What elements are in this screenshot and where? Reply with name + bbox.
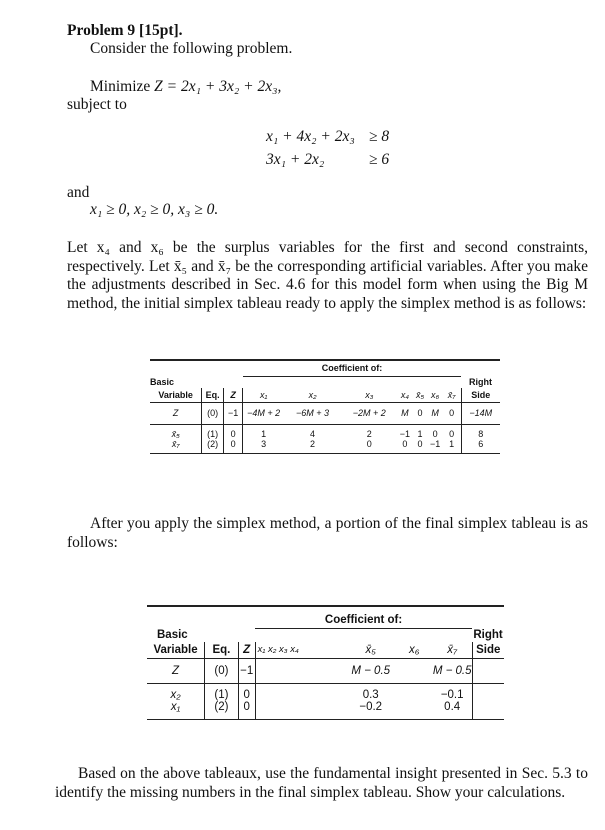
table2-row1-x6 <box>396 683 433 701</box>
problem-title <box>67 22 183 40</box>
table1-row0-rhs: −14M <box>461 402 500 424</box>
table2-coefficient-header: Coefficient of: <box>255 606 472 628</box>
table2-right-header: Right <box>473 629 503 641</box>
objective <box>90 78 281 96</box>
table2-row2-x5: −0.2 <box>346 701 396 720</box>
constraint-2-rhs: ≥ 6 <box>369 151 390 168</box>
table1-row0-c1: −4M + 2 <box>243 402 284 424</box>
table-row <box>150 424 500 439</box>
table1-row1-c5: 1 <box>417 428 423 439</box>
table1-eq-header: Eq. <box>202 388 224 402</box>
objective-label: Minimize <box>90 78 151 95</box>
table1-col-x3: x₃ <box>341 388 397 402</box>
table1-row2-c3: 0 <box>341 439 397 454</box>
table2-col-x5: x̄₅ <box>346 642 396 658</box>
and-label: and <box>67 184 90 201</box>
table1-row1-basic: x̄₅ <box>150 424 202 439</box>
table2-row0-eq: (0) <box>205 658 239 683</box>
problem-title-text: Problem 9 [15pt]. <box>67 22 183 39</box>
table1-row2-c7: 1 <box>443 439 461 454</box>
paragraph-instructions: Based on the above tableaux, use the fundamental insight presented in Sec. 5.3 to identify the missing numbers in the final simplex tableau. Show your calculations. <box>55 765 588 801</box>
table2-variable-header: Variable <box>147 642 205 658</box>
table1-row1-c4: −1 <box>399 428 411 439</box>
table2-row2-x6 <box>396 701 433 720</box>
table2-row0-rhs <box>472 658 504 683</box>
table2-row1-eq: (1) <box>205 683 239 701</box>
table1-z-header: Z <box>223 388 242 402</box>
table1-row1-c6: 0 <box>432 428 438 439</box>
table2-eq-header: Eq. <box>205 642 239 658</box>
table1-col-x7: x̄₇ <box>443 388 461 402</box>
table1-row0-z: −1 <box>223 402 242 424</box>
problem-intro: Consider the following problem. <box>90 40 293 57</box>
table1-row1-z: 0 <box>223 424 242 439</box>
table2-z-header: Z <box>238 642 255 658</box>
table-row <box>150 402 500 424</box>
table2-col-x6: x₆ <box>396 642 433 658</box>
table1-col-x6: x₆ <box>428 388 443 402</box>
table2-row0-x7: M − 0.5 <box>433 658 472 683</box>
table2-side-header: Side <box>472 642 504 658</box>
table1-row0-c6: M <box>428 402 443 424</box>
table1-row1-c3: 2 <box>366 428 372 439</box>
table1-row2-c6: −1 <box>428 439 443 454</box>
constraint-1-rhs: ≥ 8 <box>369 128 390 145</box>
table2-row1-z: 0 <box>238 683 255 701</box>
table2-row1-basic: x₂ <box>147 683 205 701</box>
table1-row1-c2: 4 <box>310 428 316 439</box>
table1-side-header: Side <box>461 388 500 402</box>
table2-row1-x7: −0.1 <box>433 683 472 701</box>
table1-variable-header: Variable <box>150 388 202 402</box>
table1-row1-c7: 0 <box>443 424 461 439</box>
table2-row2-z: 0 <box>238 701 255 720</box>
table2-row0-basic: Z <box>147 658 205 683</box>
table1-basic-header: Basic <box>150 377 175 387</box>
table1-row0-basic: Z <box>150 402 202 424</box>
table-row <box>147 701 504 720</box>
initial-tableau-table <box>150 359 500 454</box>
table1-row0-c4: M <box>397 402 412 424</box>
constraint-2-lhs: 3x₁ + 2x₂ <box>266 151 325 168</box>
final-tableau-table <box>147 605 504 720</box>
nonnegativity: x₁ ≥ 0, x₂ ≥ 0, x₃ ≥ 0. <box>90 201 219 218</box>
initial-tableau <box>150 359 500 454</box>
final-tableau <box>147 605 504 720</box>
paragraph-final-tableau: After you apply the simplex method, a portion of the final simplex tableau is as follows: <box>67 515 588 551</box>
table2-col-x7: x̄₇ <box>433 642 472 658</box>
constraint-1-lhs: x₁ + 4x₂ + 2x₃ <box>266 128 355 145</box>
table1-row2-eq: (2) <box>202 439 224 454</box>
objective-expression: Z = 2x₁ + 3x₂ + 2x₃, <box>154 78 282 95</box>
table2-row2-eq: (2) <box>205 701 239 720</box>
table1-coefficient-header: Coefficient of: <box>243 360 461 376</box>
table1-row1-rhs: 8 <box>478 428 484 439</box>
table1-row2-c1: 3 <box>243 439 284 454</box>
table1-row0-c7: 0 <box>443 402 461 424</box>
table2-basic-header: Basic <box>157 629 188 641</box>
table2-row2-rhs <box>472 701 504 720</box>
table1-row2-z: 0 <box>223 439 242 454</box>
table1-row0-c3: −2M + 2 <box>341 402 397 424</box>
subject-to: subject to <box>67 96 127 113</box>
table2-group-cols: x₁ x₂ x₃ x₄ <box>255 642 346 658</box>
table2-row2-basic: x₁ <box>147 701 205 720</box>
table1-row2-c5: 0 <box>412 439 427 454</box>
paragraph-surplus-variables: Let x₄ and x₆ be the surplus variables for the first and second constraints, respectively. Let x̄₅ and x̄₇ be the corresponding artificial variables. After you make the adjustments described in Sec. 4.6 for this model form when using the Big M method, the initial simplex tableau ready to apply the simplex method is as follows: <box>67 239 588 312</box>
table1-col-x5: x̄₅ <box>412 388 427 402</box>
table2-row1-x5: 0.3 <box>362 688 379 701</box>
table1-row0-eq: (0) <box>202 402 224 424</box>
table2-row0-x5: M − 0.5 <box>346 658 396 683</box>
table1-right-header: Right <box>469 377 493 387</box>
table1-row1-c1: 1 <box>261 428 267 439</box>
table2-row1-rhs <box>472 683 504 701</box>
table1-row0-c5: 0 <box>412 402 427 424</box>
table2-row2-x7: 0.4 <box>433 701 472 720</box>
table1-row2-c2: 2 <box>284 439 341 454</box>
table1-col-x1: x₁ <box>243 388 284 402</box>
table-row <box>147 683 504 701</box>
table1-row2-rhs: 6 <box>461 439 500 454</box>
table2-row0-z: −1 <box>238 658 255 683</box>
table1-col-x2: x₂ <box>284 388 341 402</box>
table-row <box>150 439 500 454</box>
table-row <box>147 658 504 683</box>
table1-row1-eq: (1) <box>202 424 224 439</box>
table1-row2-c4: 0 <box>397 439 412 454</box>
table1-row2-basic: x̄₇ <box>150 439 202 454</box>
table2-row0-x6 <box>396 658 433 683</box>
table1-row0-c2: −6M + 3 <box>284 402 341 424</box>
table1-col-x4: x₄ <box>397 388 412 402</box>
